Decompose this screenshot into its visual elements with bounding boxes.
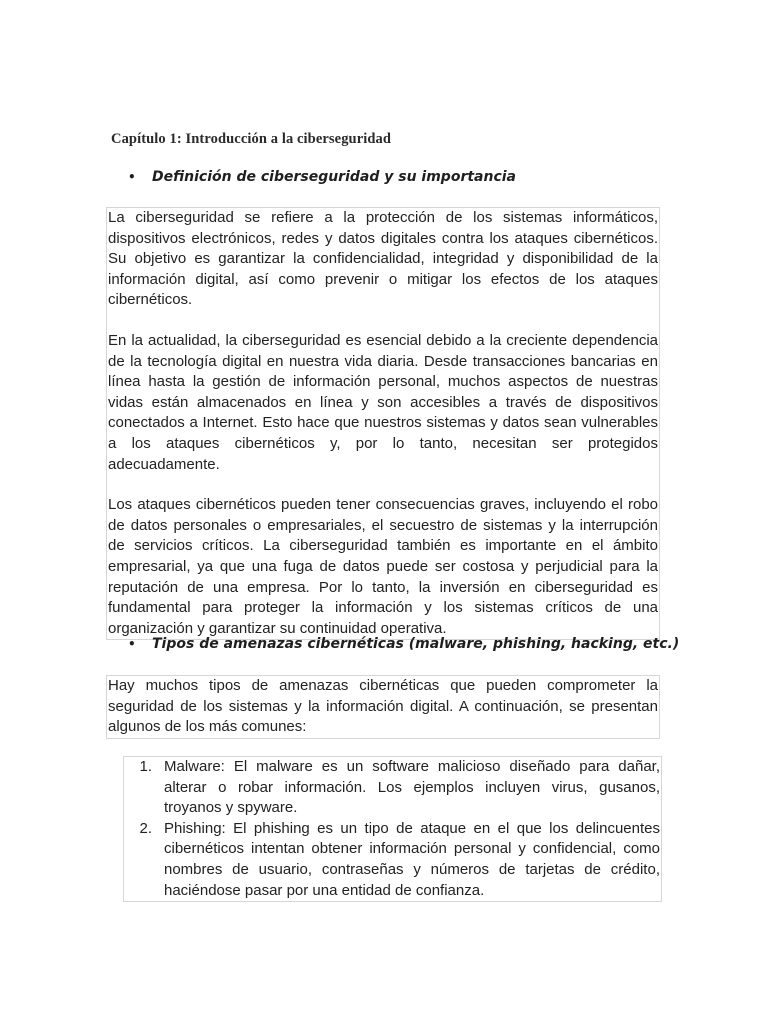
bullet-icon: •	[128, 170, 136, 184]
section-heading-threats	[128, 636, 679, 652]
paragraph: En la actualidad, la ciberseguridad es esencial debido a la creciente dependencia de la tecnología digital en nuestra vida diaria. Desde transacciones bancarias en línea hasta la gestión de información personal, muchos aspectos de nuestras vidas están almacenados en línea y son accesibles a través de dispositivos conectados a Internet. Esto hace que nuestros sistemas y datos sean vulnerables a los ataques cibernéticos y, por lo tanto, necesitan ser protegidos adecuadamente.	[108, 331, 658, 473]
section-heading-definition	[128, 169, 516, 185]
chapter-title: Capítulo 1: Introducción a la ciberseguridad	[111, 131, 392, 147]
list-item-number: 2.	[139, 819, 152, 837]
list-item	[124, 819, 660, 901]
section-heading-label: Tipos de amenazas cibernéticas (malware, phishing, hacking, etc.)	[152, 636, 680, 652]
list-item-number: 1.	[139, 758, 152, 775]
definition-text-box	[106, 207, 660, 640]
list-item-text: Phishing: El phishing es un tipo de ataque en el que los delincuentes cibernéticos intentan obtener información personal y confidencial, como nombres de usuario, contraseñas y números de tarjetas de crédito, haciéndose pasar por una entidad de confianza.	[164, 819, 660, 899]
paragraph: Los ataques cibernéticos pueden tener consecuencias graves, incluyendo el robo de datos personales o empresariales, el secuestro de sistemas y la interrupción de servicios críticos. La ciberseguridad también es importante en el ámbito empresarial, ya que una fuga de datos puede ser costosa y perjudicial para la reputación de una empresa. Por lo tanto, la inversión en ciberseguridad es fundamental para proteger la información y los sistemas críticos de una organización y garantizar su continuidad operativa.	[108, 496, 658, 637]
threats-intro-box	[106, 675, 660, 739]
list-item-text: Malware: El malware es un software malicioso diseñado para dañar, alterar o robar información. Los ejemplos incluyen virus, gusanos, troyanos y spyware.	[164, 758, 660, 817]
section-heading-label: Definición de ciberseguridad y su importancia	[152, 169, 517, 185]
paragraph: La ciberseguridad se refiere a la protección de los sistemas informáticos, dispositivos electrónicos, redes y datos digitales contra los ataques cibernéticos. Su objetivo es garantizar la confidencialidad, integridad y disponibilidad de la información digital, así como prevenir o mitigar los efectos de los ataques cibernéticos.	[108, 209, 658, 309]
list-item	[124, 757, 660, 819]
threats-list	[123, 756, 662, 902]
bullet-icon: •	[128, 637, 136, 651]
paragraph: Hay muchos tipos de amenazas cibernéticas que pueden comprometer la seguridad de los sistemas y la información digital. A continuación, se presentan algunos de los más comunes:	[108, 677, 658, 736]
